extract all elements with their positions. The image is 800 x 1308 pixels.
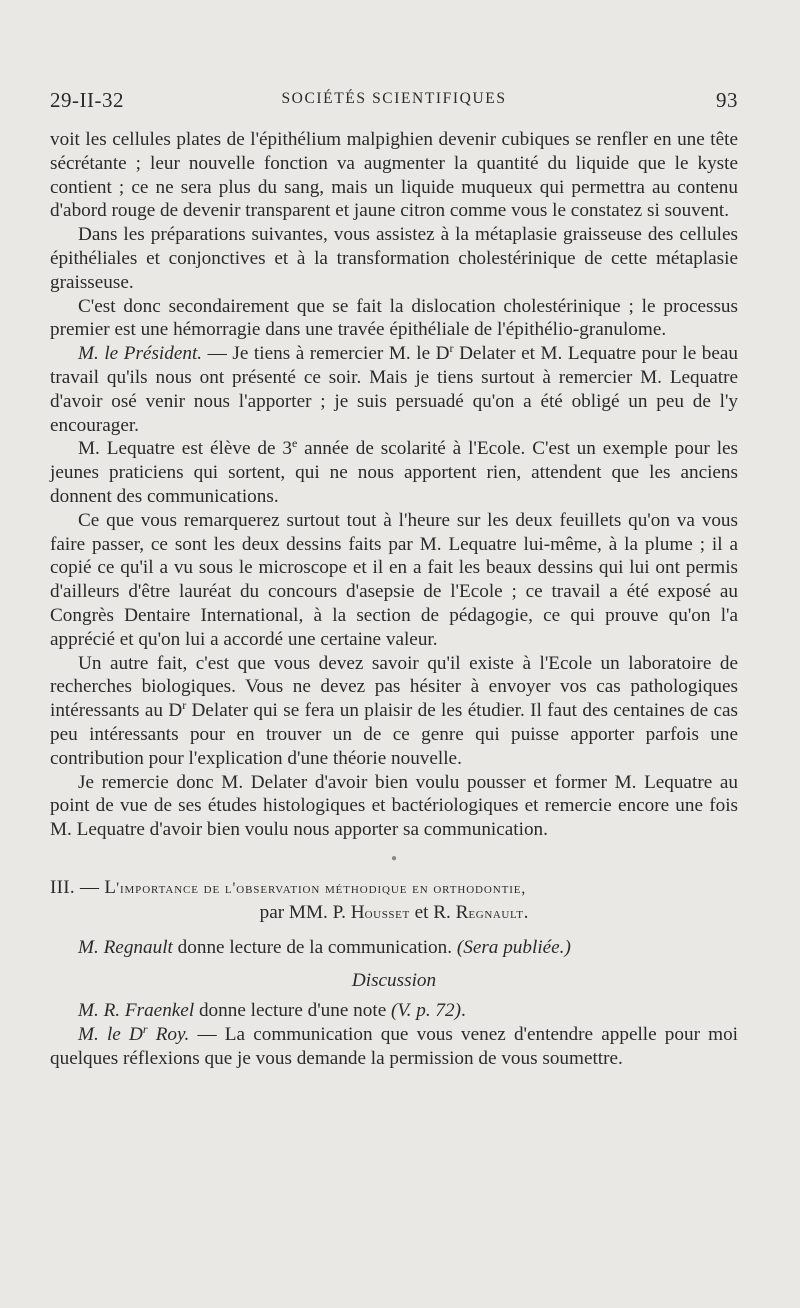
- paragraph-text: .: [461, 1000, 466, 1022]
- superscript: r: [182, 698, 187, 713]
- page-number: 93: [716, 88, 738, 112]
- superscript: r: [449, 341, 454, 356]
- section-heading: [50, 876, 738, 901]
- header-date: 29-II-32: [50, 88, 124, 112]
- speaker-name: M. R. Fraenkel: [78, 1000, 195, 1022]
- fraenkel-paragraph: [50, 999, 738, 1023]
- publication-note: (Sera publiée.): [456, 936, 571, 958]
- superscript: e: [291, 436, 298, 451]
- page-reference: (V. p. 72): [391, 1000, 462, 1022]
- author-initial: R: [455, 901, 469, 923]
- page-header: [50, 88, 738, 118]
- paragraph: Je remercie donc M. Delater d'avoir bien voulu pousser et former M. Lequatre au point de vue de ses études histologiques et bactériologiques et remercie encore une fois M. Lequatre d'avoir bien voulu nous apporter sa communication.: [50, 771, 738, 841]
- paragraph-text: donne lecture de la communication.: [172, 936, 457, 958]
- section-numeral: III. —: [50, 876, 105, 898]
- speaker-name: M. Regnault: [78, 936, 173, 958]
- regnault-paragraph: [50, 936, 738, 960]
- authors-conjunction: et R.: [409, 901, 456, 923]
- lab-paragraph: [50, 652, 738, 771]
- authors-prefix: par MM. P.: [259, 901, 351, 923]
- paragraph: Ce que vous remarquerez surtout tout à l'heure sur les deux feuillets qu'on va vous faire passer, ce sont les deux dessins faits par M. Lequatre lui-même, à la plume ; il a copié ce qu'il a vu sous le microscope et il en a fait les beaux dessins qui lui ont permis d'ailleurs d'être lauréat du concours d'asepsie de l'Ecole ; ce travail a été exposé au Congrès Dentaire International, à la section de pédagogie, ce qui prouve qu'on l'a apprécié et qu'on lui a accordé une certaine valeur.: [50, 509, 738, 650]
- page-body: [50, 128, 738, 1070]
- paragraph: voit les cellules plates de l'épithélium malpighien devenir cubiques se renfler en une tête sécrétante ; leur nouvelle fonction va augmenter la quantité du liquide que le kyste contient ; ce ne sera plus du sang, mais un liquide muqueux qui permettra au contenu d'abord rouge de devenir transparent et jaune citron comme vous le constatez si souvent.: [50, 129, 738, 222]
- paragraph-text: année de scolarité à l'Ecole. C'est un exemple pour les jeunes praticiens qui sortent, qui ne nous apportent rien, attendent que les anciens donnent des communications.: [50, 438, 739, 507]
- superscript: r: [142, 1021, 148, 1036]
- paragraph-text: Delater et M. Lequatre pour le beau travail qu'ils nous ont présenté ce soir. Mais je tiens surtout à remercier M. Lequatre d'avoir osé venir nous l'apporter ; je suis persuadé qu'on a été obligé un peu de l'y encourager.: [50, 343, 738, 436]
- roy-paragraph: [50, 1023, 738, 1071]
- running-title: SOCIÉTÉS SCIENTIFIQUES: [281, 90, 507, 107]
- author-name: ousset: [364, 904, 410, 922]
- speaker-name: M. le Président.: [78, 343, 203, 365]
- president-paragraph: [50, 342, 738, 437]
- speaker-name: Roy.: [147, 1023, 190, 1045]
- paragraph: Dans les préparations suivantes, vous assistez à la métaplasie graisseuse des cellules épithéliales et conjonctives et à la transformation cholestérinique de cette métaplasie graisseuse.: [50, 224, 738, 293]
- paragraph: C'est donc secondairement que se fait la dislocation cholestérinique ; le processus premier est une hémorragie dans une travée épithéliale de l'épithélio-granulome.: [50, 295, 738, 341]
- discussion-heading: Discussion: [351, 970, 437, 992]
- paragraph-text: Delater qui se fera un plaisir de les étudier. Il faut des centaines de cas peu intéressants pour en trouver un de ce genre qui puisse apporter parfois une contribution pour l'explication d'une théorie nouvelle.: [50, 700, 738, 769]
- paragraph-text: — Je tiens à remercier M. le D: [202, 343, 450, 365]
- paragraph-text: donne lecture d'une note: [194, 1000, 392, 1022]
- paragraph-text: M. Lequatre est élève de 3: [78, 438, 292, 460]
- section-title-initial: L: [104, 876, 117, 898]
- authors-end: .: [523, 901, 529, 923]
- lequatre-paragraph: [50, 437, 738, 508]
- ornament-dot: ●: [390, 852, 398, 864]
- author-name: egnault: [468, 904, 524, 922]
- paragraph-text: Un autre fait, c'est que vous devez savoir qu'il existe à l'Ecole un laboratoire de recherches biologiques. Vous ne devez pas hésiter à envoyer vos cas pathologiques intéressants au D: [50, 652, 738, 722]
- speaker-name: M. le D: [78, 1023, 143, 1045]
- section-title: 'importance de l'observation méthodique en orthodontie,: [116, 879, 527, 897]
- section-authors: [50, 901, 738, 926]
- author-initial: H: [350, 901, 365, 923]
- paragraph-text: — La communication que vous venez d'entendre appelle pour moi quelques réflexions que je vous demande la permission de vous soumettre.: [50, 1023, 739, 1069]
